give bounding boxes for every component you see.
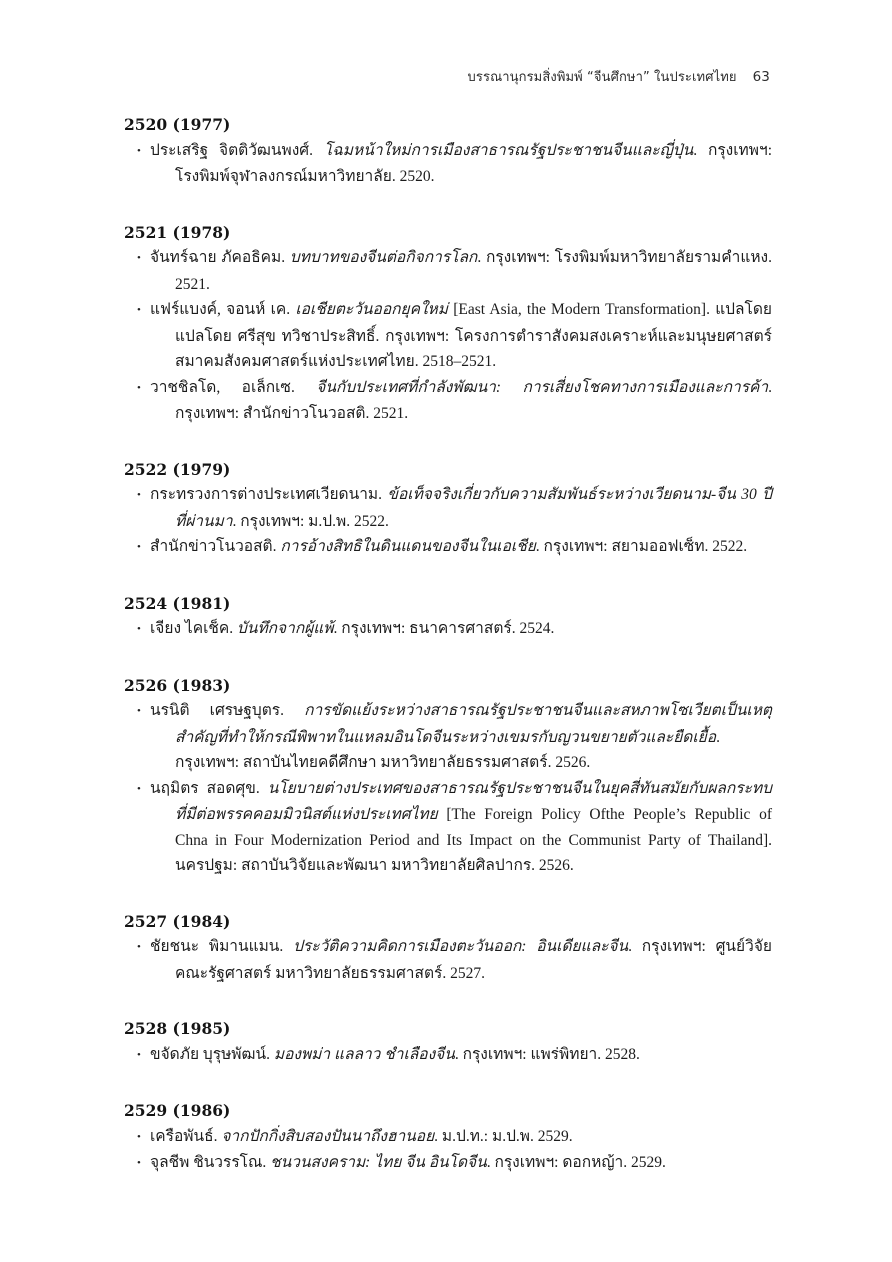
- year-section: [124, 1098, 772, 1177]
- entry-text-italic: บทบาทของจีนต่อกิจการโลก: [289, 249, 478, 266]
- entry-text-normal: . กรุงเทพฯ: ธนาคารศาสตร์. 2524.: [333, 620, 555, 637]
- entry-text-italic: นโยบายต่างประเทศของสาธารณรัฐประชาชนจีนในยุคสี่ทันสมัยกับผลกระทบที่มีต่อพรรคคอมมิวนิสต์แห่งประเทศไทย: [175, 779, 772, 823]
- bibliography-entry: [124, 297, 772, 375]
- entry-text-italic: ประวัติความคิดการเมืองตะวันออก: อินเดียและจีน: [293, 938, 629, 955]
- entry-text-normal: เจียง ไคเช็ค.: [150, 620, 238, 637]
- bullet-marker: •: [137, 1048, 141, 1061]
- bibliography-entry: [124, 534, 772, 561]
- entry-text-italic: บันทึกจากผู้แพ้: [237, 620, 334, 637]
- year-heading: 2526 (1983): [124, 675, 231, 695]
- entry-text-normal: นฤมิตร สอดศุข.: [150, 779, 268, 797]
- entry-text-normal: . กรุงเทพฯ: สยามออฟเซ็ท. 2522.: [535, 538, 748, 555]
- page-number: 63: [752, 69, 770, 85]
- entry-text-normal: ประเสริฐ จิตติวัฒนพงศ์.: [150, 141, 324, 159]
- entry-text-normal: ชัยชนะ พิมานแมน.: [150, 938, 294, 955]
- bullet-marker: •: [137, 782, 141, 795]
- year-heading: 2520 (1977): [124, 115, 231, 134]
- year-section: [124, 673, 772, 879]
- year-heading: 2528 (1985): [124, 1019, 231, 1038]
- bibliography-entry: [124, 776, 772, 879]
- bibliography-entry: [124, 934, 772, 986]
- entry-text-normal: เครือพันธ์.: [150, 1127, 222, 1145]
- entry-text-normal: วาชชิลโด, อเล็กเซ.: [150, 378, 317, 396]
- bibliography-entry: [124, 616, 772, 643]
- bullet-marker: •: [137, 541, 141, 553]
- year-section: [124, 909, 772, 987]
- year-heading: 2521 (1978): [124, 222, 231, 242]
- entry-text-italic: ชนวนสงคราม: ไทย จีน อินโดจีน: [270, 1154, 487, 1171]
- bullet-marker: •: [137, 304, 141, 316]
- bibliography-entry: [124, 1124, 772, 1151]
- entry-text-normal: ขจัดภัย บุรุษพัฒน์.: [150, 1045, 274, 1063]
- running-header: [468, 66, 770, 87]
- entry-text-italic: จากปักกิ่งสิบสองปันนาถึงฮานอย: [221, 1127, 435, 1145]
- entry-text-normal: . กรุงเทพฯ: โรงพิมพ์มหาวิทยาลัยรามคำแหง. 2521.: [175, 249, 772, 293]
- entry-text-normal: สำนักข่าวโนวอสติ.: [150, 538, 281, 555]
- bibliography-entry: [124, 245, 772, 297]
- entry-text-italic: เอเชียตะวันออกยุคใหม่: [295, 301, 448, 318]
- entry-text-normal: . กรุงเทพฯ: ศูนย์วิจัย คณะรัฐศาสตร์ มหาวิทยาลัยธรรมศาสตร์. 2527.: [175, 938, 772, 982]
- bullet-marker: •: [137, 1157, 141, 1169]
- entry-text-normal: . ม.ป.ท.: ม.ป.พ. 2529.: [434, 1127, 573, 1145]
- entry-text-normal: จันทร์ฉาย ภัคอธิคม.: [150, 249, 290, 266]
- year-heading: 2522 (1979): [124, 459, 231, 479]
- year-section: [124, 220, 772, 427]
- bullet-marker: •: [137, 144, 141, 157]
- entry-text-italic: การขัดแย้งระหว่างสาธารณรัฐประชาชนจีนและสหภาพโซเวียตเป็นเหตุสำคัญที่ทำให้กรณีพิพาทในแหลมอินโดจีนระหว่างเขมรกับญวนขยายตัวและยืดเยื้อ: [175, 702, 772, 746]
- bibliography-sections: [124, 112, 772, 1177]
- entry-text-italic: ข้อเท็จจริงเกี่ยวกับความสัมพันธ์ระหว่างเวียดนาม-จีน 30 ปีที่ผ่านมา: [175, 486, 772, 530]
- entry-text-normal: แฟร์แบงค์, จอนห์ เค.: [150, 301, 296, 318]
- entry-text-normal: นรนิติ เศรษฐบุตร.: [150, 702, 305, 719]
- entry-text-normal: [East Asia, the Modern Transformation]. แปลโดย แปลโดย ศรีสุข ทวิชาประสิทธิ์. กรุงเทพฯ: โครงการตำราสังคมสงเคราะห์และมนุษยศาสตร์ สมาคมสังคมศาสตร์แห่งประเทศไทย. 2518–2521.: [175, 301, 772, 370]
- bibliography-entry: [124, 1150, 772, 1177]
- year-section: [124, 112, 772, 190]
- entry-text-normal: . กรุงเทพฯ: ดอกหญ้า. 2529.: [486, 1154, 666, 1171]
- bibliography-entry: [124, 482, 772, 534]
- year-section: [124, 1016, 772, 1068]
- entry-text-normal: กระทรวงการต่างประเทศเวียดนาม.: [150, 486, 388, 503]
- bullet-marker: •: [137, 705, 141, 717]
- bullet-marker: •: [137, 941, 141, 953]
- entry-text-italic: มองพม่า แลลาว ชำเลืองจีน: [273, 1045, 455, 1063]
- year-heading: 2527 (1984): [124, 911, 231, 931]
- entry-text-italic: จีนกับประเทศที่กำลังพัฒนา: การเสี่ยงโชคทางการเมืองและการค้า: [316, 378, 769, 396]
- entry-text-normal: . กรุงเทพฯ: แพร่พิทยา. 2528.: [454, 1045, 640, 1063]
- year-heading: 2529 (1986): [124, 1101, 231, 1120]
- bullet-marker: •: [137, 489, 141, 501]
- entry-text-italic: การอ้างสิทธิในดินแดนของจีนในเอเชีย: [280, 538, 536, 555]
- year-heading: 2524 (1981): [124, 593, 231, 613]
- bullet-marker: •: [137, 1130, 141, 1143]
- year-section: [124, 591, 772, 643]
- bullet-marker: •: [137, 252, 141, 264]
- bibliography-entry: [124, 138, 772, 190]
- bibliography-entry: [124, 1042, 772, 1069]
- entry-text-normal: . กรุงเทพฯ: ม.ป.พ. 2522.: [232, 512, 389, 530]
- year-section: [124, 457, 772, 561]
- entry-text-normal: . กรุงเทพฯ: โรงพิมพ์จุฬาลงกรณ์มหาวิทยาลัย. 2520.: [175, 141, 772, 185]
- bibliography-entry: [124, 375, 772, 427]
- entry-text-normal: [The Foreign Policy Ofthe People’s Republic of Chna in Four Modernization Period and Its Impact on the Communist Party of Thailand]. นครปฐม: สถาบันวิจัยและพัฒนา มหาวิทยาลัยศิลปากร. 2526.: [175, 806, 772, 874]
- entry-text-normal: จุลชีพ ชินวรรโณ.: [150, 1154, 271, 1171]
- entry-text-normal: . กรุงเทพฯ: สำนักข่าวโนวอสติ. 2521.: [175, 378, 772, 422]
- running-header-title: บรรณานุกรมสิ่งพิมพ์ “จีนศึกษา” ในประเทศไทย: [467, 70, 737, 85]
- bibliography-entry: [124, 698, 772, 776]
- entry-text-italic: โฉมหน้าใหม่การเมืองสาธารณรัฐประชาชนจีนและญี่ปุ่น: [323, 141, 694, 159]
- entry-text-normal: . กรุงเทพฯ: สถาบันไทยคดีศึกษา มหาวิทยาลัยธรรมศาสตร์. 2526.: [175, 728, 720, 771]
- bullet-marker: •: [137, 623, 141, 635]
- bullet-marker: •: [137, 381, 141, 394]
